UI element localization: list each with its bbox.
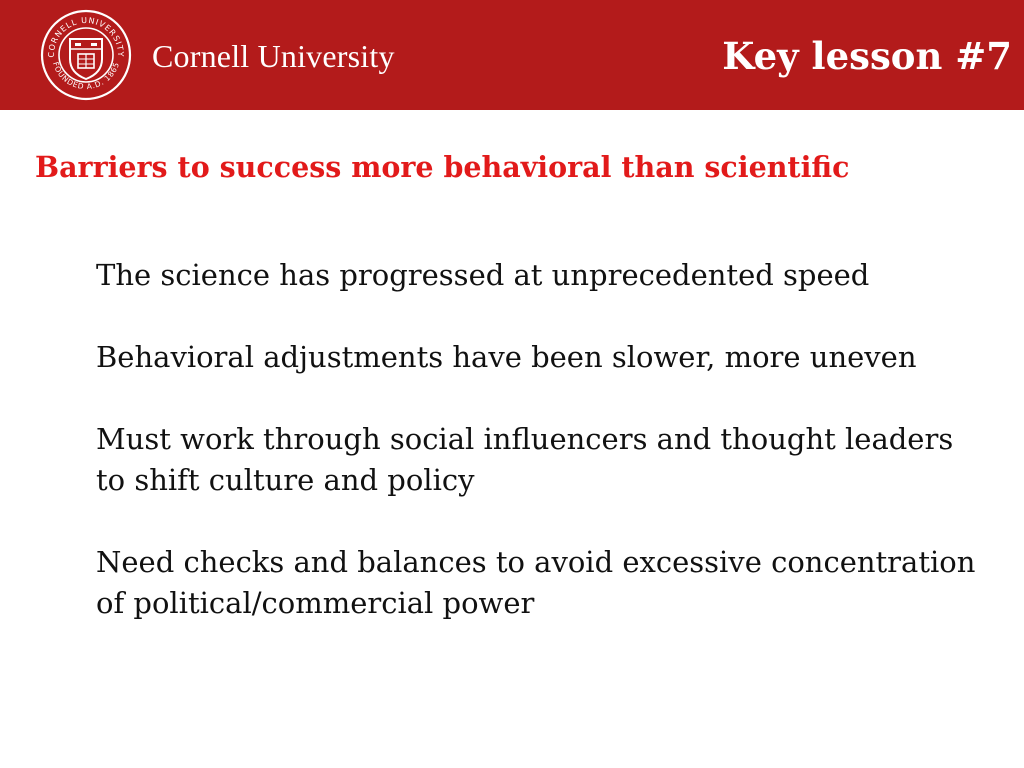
cornell-seal-icon bbox=[40, 9, 132, 101]
key-point: Need checks and balances to avoid excessive concentration of political/commercial power bbox=[96, 545, 976, 620]
svg-text:CORNELL UNIVERSITY: CORNELL UNIVERSITY bbox=[46, 15, 126, 58]
slide-header bbox=[0, 0, 1024, 110]
key-points-list bbox=[96, 255, 976, 665]
key-point: Behavioral adjustments have been slower, more uneven bbox=[96, 340, 917, 374]
key-point: The science has progressed at unprecedented speed bbox=[96, 258, 870, 292]
brand-name: Cornell University bbox=[152, 38, 395, 74]
slide-subtitle: Barriers to success more behavioral than scientific bbox=[35, 150, 850, 184]
key-point: Must work through social influencers and thought leaders to shift culture and policy bbox=[96, 422, 954, 497]
slide-title: Key lesson #7 bbox=[722, 34, 1012, 78]
svg-text:FOUNDED A.D. 1865: FOUNDED A.D. 1865 bbox=[50, 60, 122, 92]
